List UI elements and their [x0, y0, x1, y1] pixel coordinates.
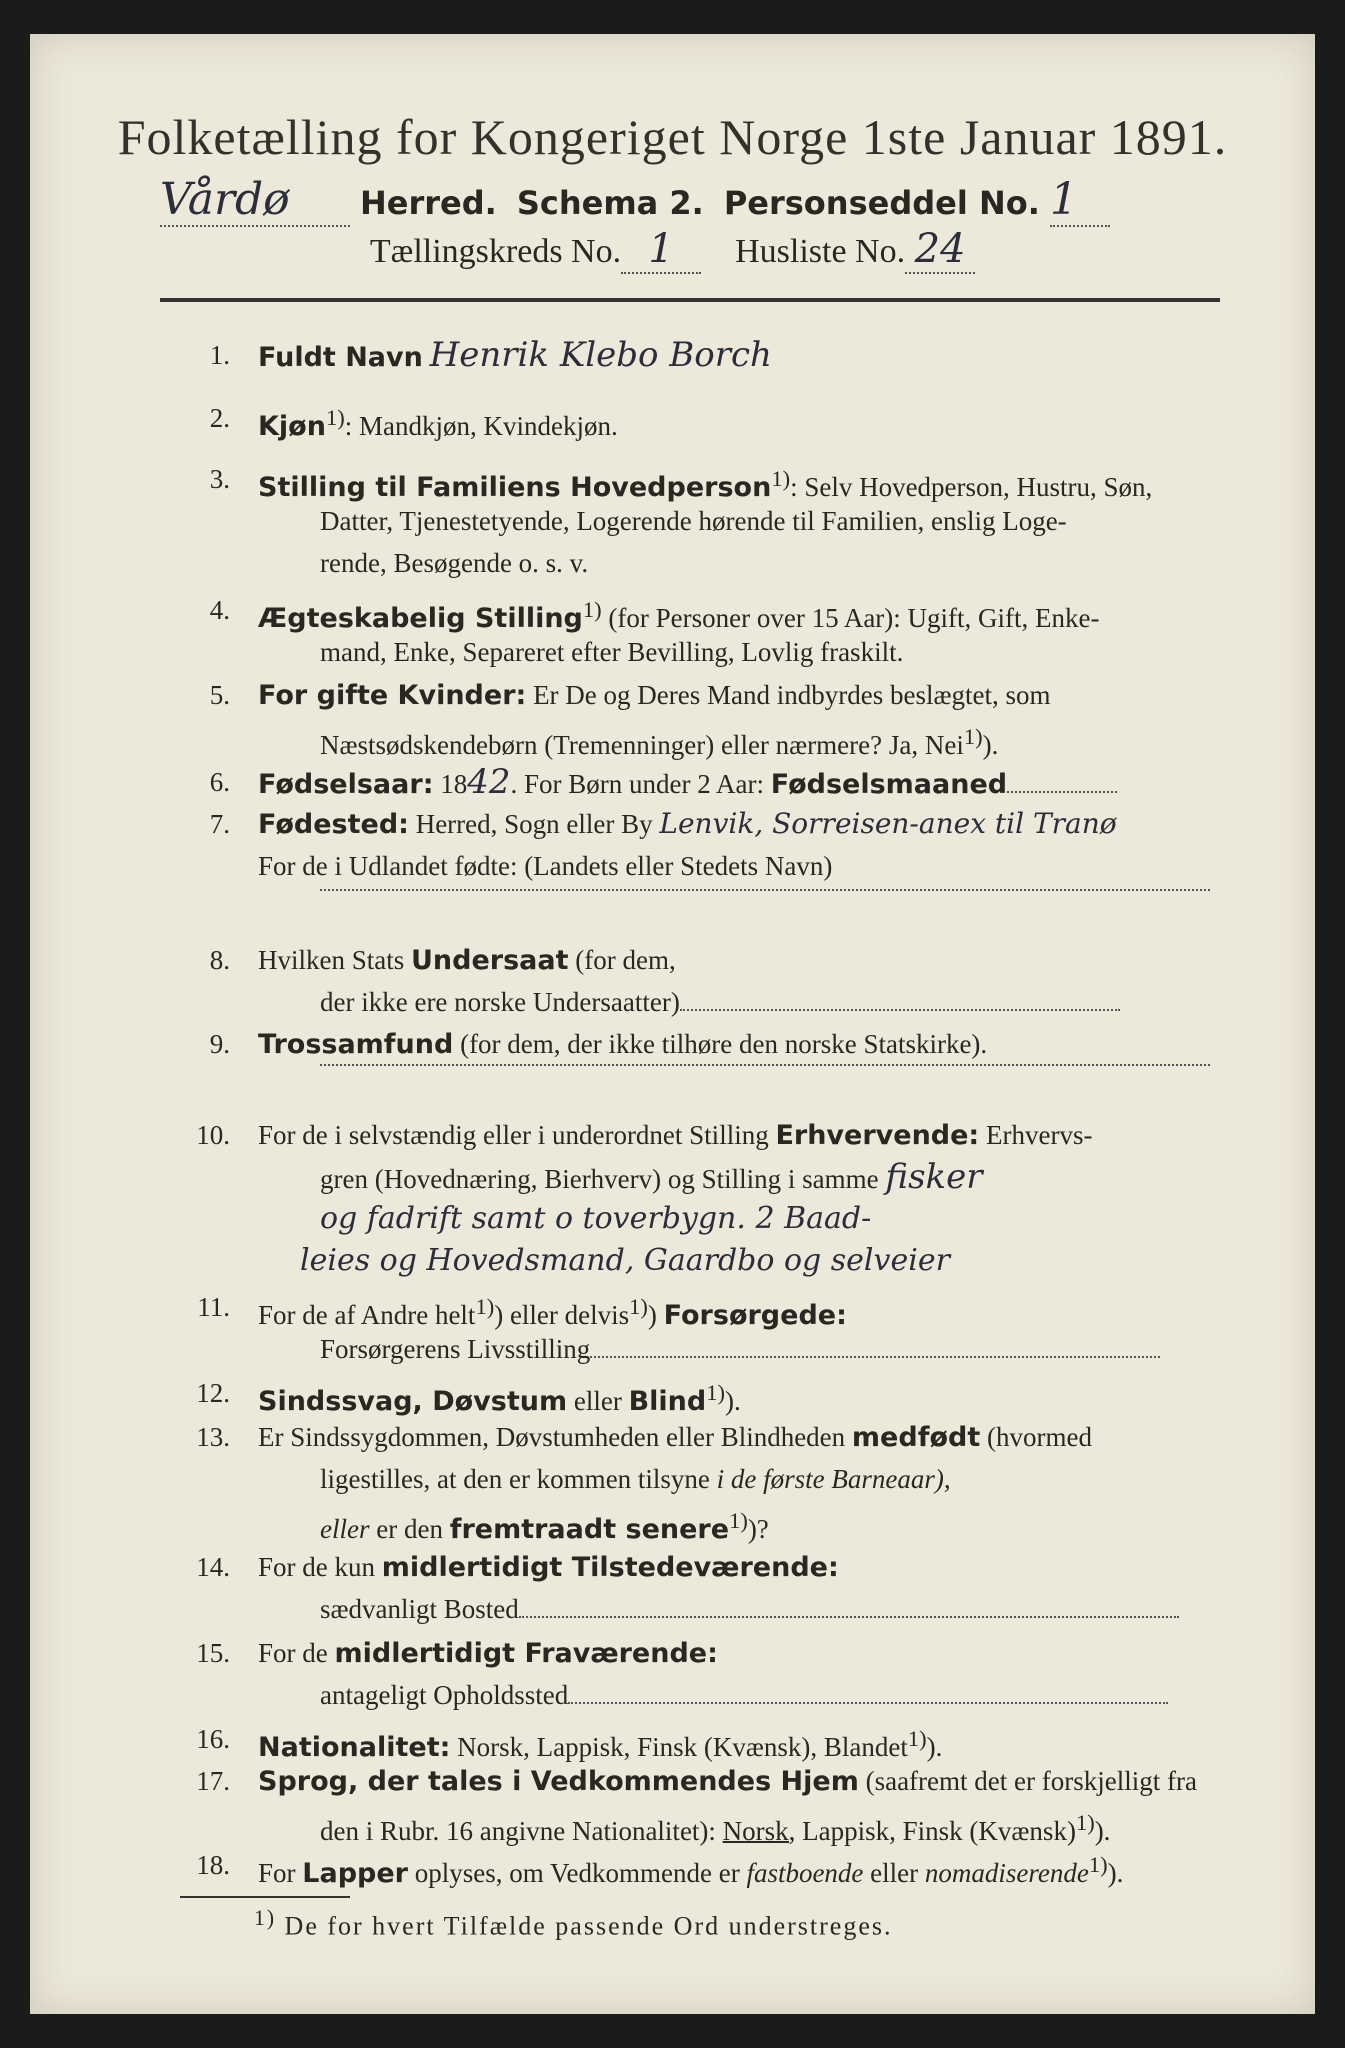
item-label: medfødt [851, 1422, 981, 1453]
item-label: For gifte Kvinder: [258, 680, 527, 711]
item-number: 2. [209, 403, 230, 433]
item-label: Nationalitet: [258, 1732, 451, 1763]
item-label: Forsørgede: [663, 1300, 847, 1331]
item-number: 3. [209, 464, 230, 494]
husliste-label: Husliste No. [735, 233, 906, 270]
item-number: 6. [209, 767, 230, 797]
item-label: Fødselsaar: [258, 769, 434, 800]
item-number: 11. [197, 1292, 230, 1322]
birth-year-answer: 42 [467, 762, 511, 802]
schema-label: Schema 2. [516, 184, 704, 222]
item-number: 14. [196, 1552, 230, 1582]
item-label: Trossamfund [258, 1029, 454, 1060]
item-label: Sprog, der tales i Vedkommendes Hjem [258, 1766, 859, 1797]
item-label: Erhvervende: [775, 1120, 980, 1151]
husliste-value: 24 [914, 226, 966, 272]
item-number: 4. [209, 595, 230, 625]
item-options: Mandkjøn, Kvindekjøn. [358, 411, 618, 441]
item-label: Ægteskabelig Stilling [258, 603, 583, 634]
item-label: Sindssvag, Døvstum [258, 1386, 568, 1417]
full-name-answer: Henrik Klebo Borch [429, 335, 772, 375]
item-number: 9. [209, 1029, 230, 1059]
item-label: Fuldt Navn [258, 342, 423, 373]
item-number: 5. [209, 680, 230, 710]
item-label: Kjøn [258, 411, 326, 442]
item-label: midlertidigt Tilstedeværende: [381, 1552, 839, 1583]
item-number: 18. [196, 1850, 230, 1880]
herred-label: Herred. [360, 184, 497, 222]
item-number: 17. [196, 1766, 230, 1796]
footnote-ref: 1) [771, 466, 791, 491]
occupation-answer: fisker [885, 1157, 983, 1197]
item-number: 8. [209, 945, 230, 975]
footnote-ref: 1) [582, 597, 602, 622]
item-number: 10. [196, 1120, 230, 1150]
birthplace-answer: Lenvik, Sorreisen-anex til Tranø [659, 807, 1117, 840]
item-number: 16. [196, 1724, 230, 1754]
footnote: $^{1)}$ De for hvert Tilfælde passende Ord understreges. [254, 1906, 893, 1941]
form-title: Folketælling for Kongeriget Norge 1ste Januar 1891. [117, 109, 1228, 165]
personseddel-label: Personseddel No. [723, 184, 1040, 222]
item-label: midlertidigt Fraværende: [334, 1638, 718, 1669]
item-label: Lapper [302, 1858, 408, 1889]
kreds-label: Tællingskreds No. [369, 233, 622, 270]
census-form: Folketælling for Kongeriget Norge 1ste Januar 1891. Vårdø Herred. Schema 2. Personseddel No. 1 Tællingskreds No. 1 Husliste No. 24 1. Fuldt Navn Henrik Klebo Borch 2. Kjøn$^{1)}$: Mandkjøn, Kvindekjøn. 3. Stilling til Familiens Hovedperson$^{1)}$: Selv Hovedperson, Hustru, Søn, Datter, Tjenestetyende, Logerende hørende til Familien, enslig Loge- rende, Besøgende o. s. v. 4. Ægteskabelig Stilling$^{1)}$ (for Personer over 15 Aar): Ugift, Gift, Enke- mand, Enke, Separeret efter Bevilling, Lovlig fraskilt. 5. For gifte Kvinder: Er De og Deres Mand indbyrdes beslægtet, som Næstsødskendebørn (Tremenninger) eller nærmere? Ja, Nei$^{1)}$). 6. Fødselsaar: 1842. For Børn under 2 Aar: Fødselsmaaned 7. Fødested: Herred, Sogn eller By Lenvik, Sorreisen-anex til Tranø For de i Udlandet fødte: (Landets eller Stedets Navn) 8. Hvilken Stats Undersaat (for dem, der ikke ere norske Undersaatter) 9. Trossamfund (for dem, der ikke tilhøre den norske Statskirke). 10. For de i selvstændig eller i underordnet Stilling Erhvervende: Erhvervs- gren (Hovednæring, Bierhverv) og Stilling i samme fisker og fadrift samt o toverbygn. 2 Baad- leies og Hovedsmand, Gaardbo og selveier 11. For de af Andre helt$^{1)}$) eller delvis$^{1)}$) Forsørgede: Forsørgerens Livsstilling 12. Sindssvag, Døvstum eller Blind$^{1)}$). 13. Er Sindssygdommen, Døvstumheden eller Blindheden medfødt (hvormed ligestilles, at den er kommen tilsyne i de første Barneaar), eller er den fremtraadt senere$^{1)}$)? 14. For de kun midlertidigt Tilstedeværende: sædvanligt Bosted 15. For de midlertidigt Fraværende: antageligt Opholdssted 16. Nationalitet: Norsk, Lappisk, Finsk (Kvænsk), Blandet$^{1)}$). 17. Sprog, der tales i Vedkommendes Hjem (saafremt det er forskjelligt fra den i Rubr. 16 angivne Nationalitet): Norsk, Lappisk, Finsk (Kvænsk)$^{1)}$). 18. For Lapper oplyses, om Vedkommende er fastboende eller nomadiserende$^{1)}$). $^{1)}$ De for hvert Tilfælde passende Ord understreges. [30, 34, 1315, 2014]
personseddel-value: 1 [1049, 174, 1078, 225]
kreds-line [30, 226, 1315, 274]
item-label: Fødested: [258, 809, 409, 840]
item-label: Undersaat [411, 945, 569, 976]
kreds-value: 1 [648, 226, 674, 272]
item-number: 12. [196, 1378, 230, 1408]
item-number: 13. [196, 1422, 230, 1452]
herred-value: Vårdø [160, 174, 290, 225]
footnote-rule [180, 1896, 350, 1898]
header-rule [160, 298, 1220, 302]
item-options: (for Personer over 15 Aar): Ugift, Gift, Enke- [608, 603, 1100, 633]
footnote-ref: 1) [325, 405, 345, 430]
item-label: Stilling til Familiens Hovedperson [258, 472, 772, 503]
item-number: 7. [209, 809, 230, 839]
item-question: Er De og Deres Mand indbyrdes beslægtet, som [533, 680, 1051, 710]
item-number: 15. [196, 1638, 230, 1668]
herred-line [160, 174, 1110, 227]
item-options: Selv Hovedperson, Hustru, Søn, [804, 472, 1153, 502]
item-number: 1. [209, 340, 230, 370]
